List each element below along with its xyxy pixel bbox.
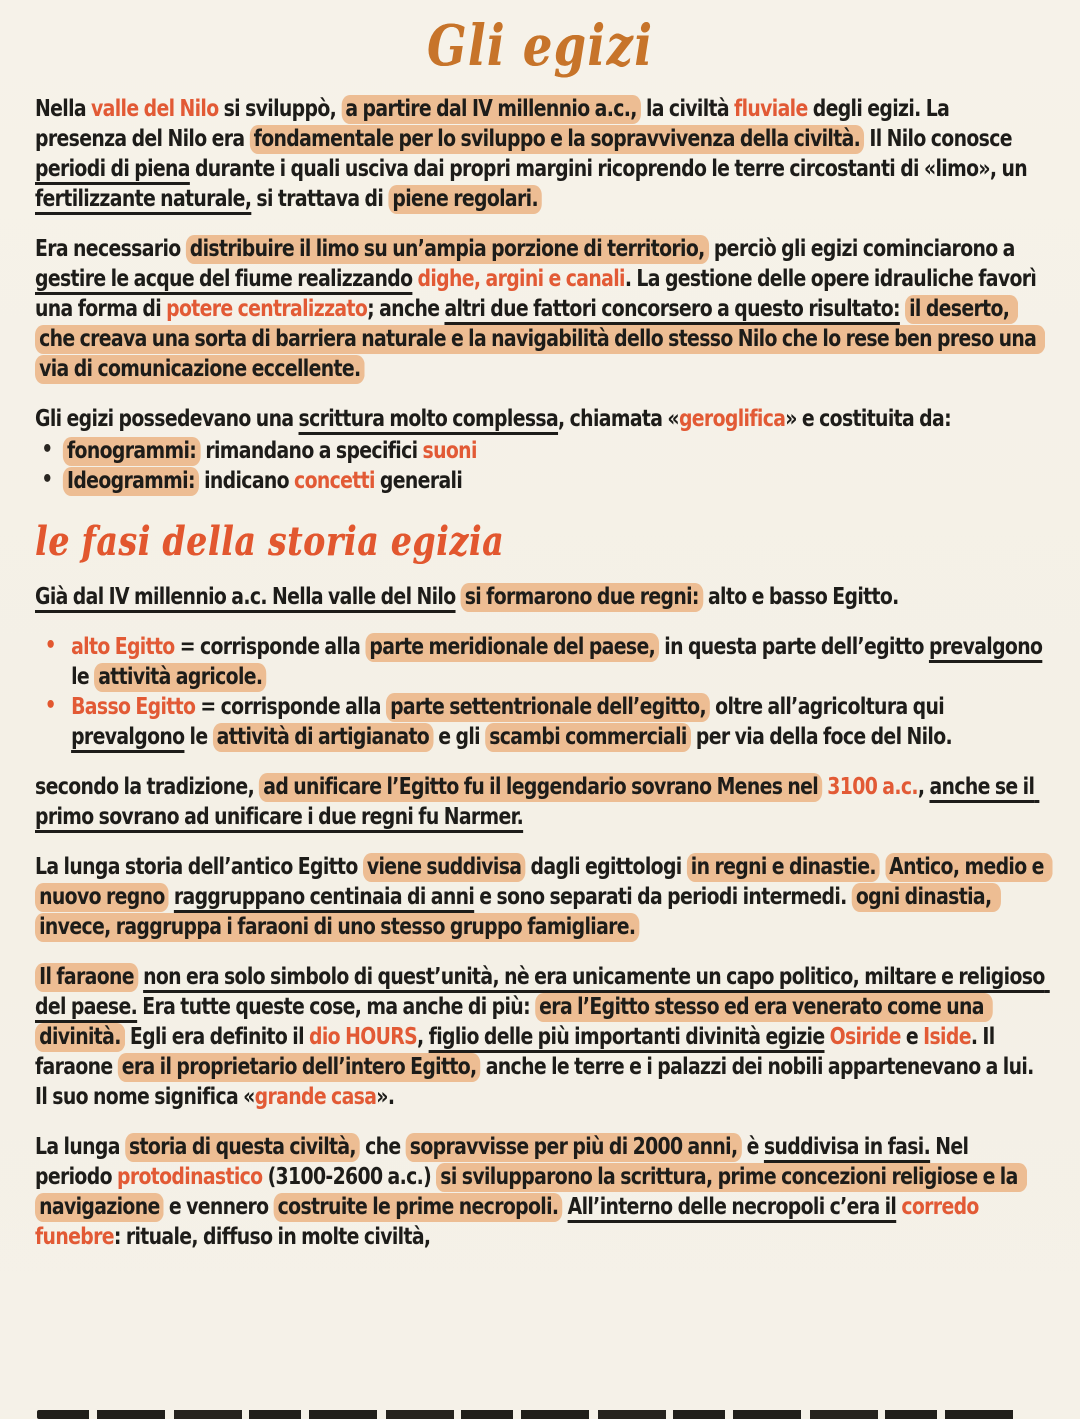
text-run: perciò gli egizi cominciarono a xyxy=(708,236,1020,262)
accent-text: geroglifica xyxy=(678,406,786,432)
text-run: ». xyxy=(376,1084,395,1110)
text-run: per via della foce del Nilo. xyxy=(690,724,953,750)
underlined-text: anche se il primo sovrano ad unificare i due regni fu Narmer. xyxy=(35,774,1040,830)
writing-types-list xyxy=(35,436,1045,496)
highlighted-text: attività agricole. xyxy=(94,663,266,692)
text-run: . Il faraone xyxy=(35,1024,1000,1080)
accent-text: suoni xyxy=(422,438,477,464)
highlighted-text: viene suddivisa xyxy=(363,853,526,882)
text-run: si trattava di xyxy=(251,186,389,212)
text-run: , xyxy=(417,1024,429,1050)
text-run: Era tutte queste cose, ma anche di più: xyxy=(137,994,536,1020)
text-run: le xyxy=(184,724,213,750)
highlighted-text: scambi commerciali xyxy=(485,723,691,752)
highlighted-text: attività di artigianato xyxy=(213,723,434,752)
text-run: ; anche xyxy=(367,296,445,322)
text-run: Il Nilo conosce xyxy=(864,126,1017,152)
paragraph-nile-valley xyxy=(35,94,1045,214)
accent-text: fluviale xyxy=(734,96,808,122)
accent-text: protodinastico xyxy=(116,1164,263,1190)
underlined-text: gestire le acque del fiume realizzando xyxy=(35,266,413,292)
text-run: , chiamata « xyxy=(558,406,679,432)
underlined-text: non era solo simbolo di quest’unità, nè era unicamente un capo politico, miltare e religioso del paese. xyxy=(35,964,1050,1020)
list-item-ideogrammi xyxy=(35,466,1045,496)
highlighted-text: fondamentale per lo sviluppo e la sopravvivenza della civiltà. xyxy=(250,125,865,154)
highlighted-text: a partire dal IV millennio a.c., xyxy=(341,95,641,124)
paragraph-fasi-storia xyxy=(35,1132,1045,1252)
egypt-regions-list xyxy=(35,632,1048,752)
highlighted-text: costruite le prime necropoli. xyxy=(274,1193,563,1222)
highlighted-text: piene regolari. xyxy=(388,185,542,214)
paragraph-unificazione xyxy=(35,772,1045,832)
highlighted-text: si svilupparono la scrittura, prime concezioni religiose e la navigazione xyxy=(35,1163,1027,1222)
underlined-text: scrittura molto complessa xyxy=(298,406,559,432)
highlighted-text: ogni dinastia, invece, raggruppa i faraoni di uno stesso gruppo famigliare. xyxy=(35,883,1001,942)
text-run: è xyxy=(741,1134,764,1160)
underlined-text: raggruppano centinaia di anni xyxy=(173,884,475,910)
page-title: Gli egizi xyxy=(426,13,654,79)
text-run: dagli egittologi xyxy=(525,854,687,880)
text-run: = corrisponde alla xyxy=(195,694,386,720)
underlined-text: All’interno delle necropoli c’era il xyxy=(567,1194,897,1220)
accent-text: Osiride xyxy=(829,1024,901,1050)
text-run: la civiltà xyxy=(640,96,735,122)
highlighted-text: Il faraone xyxy=(35,963,138,992)
text-run: La lunga xyxy=(35,1134,125,1160)
text-run: che xyxy=(360,1134,406,1160)
text-run: = corrisponde alla xyxy=(174,634,366,660)
text-run: indicano xyxy=(198,468,295,494)
accent-text: corredo funebre xyxy=(35,1194,984,1250)
text-run: e vennero xyxy=(163,1194,274,1220)
paragraph-due-regni xyxy=(35,582,1045,612)
accent-text: concetti xyxy=(294,468,375,494)
text-run xyxy=(880,854,885,880)
accent-text: 3100 a.c. xyxy=(827,774,918,800)
section-title-fasi: le fasi della storia egizia xyxy=(35,518,505,565)
highlighted-text: ad unificare l’Egitto fu il leggendario sovrano Menes nel xyxy=(259,773,822,802)
text-run: La lunga storia dell’antico Egitto xyxy=(35,854,363,880)
paragraph-writing-intro xyxy=(35,404,1045,434)
text-run: , xyxy=(917,774,930,800)
accent-text: potere centralizzato xyxy=(166,296,368,322)
highlighted-text: fonogrammi: xyxy=(63,437,200,466)
highlighted-text: in regni e dinastie. xyxy=(687,853,880,882)
underlined-text: fertilizzante naturale, xyxy=(35,186,252,212)
highlighted-text: era l’Egitto stesso ed era venerato come una divinità. xyxy=(35,993,993,1052)
highlighted-text: distribuire il limo su un’ampia porzione di territorio, xyxy=(186,235,709,264)
text-run: e gli xyxy=(433,724,486,750)
accent-text: dio HOURS xyxy=(309,1024,418,1050)
highlighted-text: il deserto, che creava una sorta di barriera naturale e la navigabilità dello stesso Nilo che lo rese ben preso una via di comunicazione eccellente. xyxy=(35,295,1045,384)
notes-sheet xyxy=(35,0,1050,1272)
accent-text: Basso Egitto xyxy=(71,694,196,720)
text-run: Era necessario xyxy=(35,236,186,262)
accent-text: dighe, argini e canali xyxy=(417,266,625,292)
highlighted-text: Ideogrammi: xyxy=(63,467,199,496)
paragraph-regni-dinastie xyxy=(35,852,1049,942)
underlined-text: figlio delle più importanti divinità egizie xyxy=(428,1024,825,1050)
text-run: . La gestione delle opere idrauliche favorì una forma di xyxy=(35,266,1042,322)
text-run: degli egizi. La presenza del Nilo era xyxy=(35,96,955,152)
underlined-text: periodi di piena xyxy=(35,156,190,182)
accent-text: alto Egitto xyxy=(71,634,175,660)
accent-text: valle del Nilo xyxy=(91,96,219,122)
highlighted-text: storia di questa civiltà, xyxy=(125,1133,360,1162)
highlighted-text: era il proprietario dell’intero Egitto, xyxy=(118,1053,481,1082)
highlighted-text: parte settentrionale dell’egitto, xyxy=(386,693,710,722)
paragraph-limo-management xyxy=(35,234,1045,384)
text-run: e xyxy=(900,1024,924,1050)
text-run: anche le terre e i palazzi dei nobili appartenevano a lui. Il suo nome significa « xyxy=(35,1054,1039,1110)
underlined-text: Già dal IV millennio a.c. Nella valle del Nilo xyxy=(35,584,456,610)
text-run: : rituale, diffuso in molte civiltà, xyxy=(113,1224,431,1250)
text-run: Nella xyxy=(35,96,92,122)
paragraph-faraone xyxy=(35,962,1050,1112)
text-run: » e costituita da: xyxy=(785,406,951,432)
text-run: Gli egizi possedevano una xyxy=(35,406,299,432)
underlined-text: prevalgono xyxy=(71,724,185,750)
underlined-text: altri due fattori concorsero a questo risultato: xyxy=(444,296,900,322)
underlined-text: prevalgono xyxy=(928,634,1043,660)
clipped-next-line xyxy=(37,1410,1020,1419)
accent-text: grande casa xyxy=(254,1084,377,1110)
text-run: le xyxy=(71,634,1048,690)
text-run: e sono separati da periodi intermedi. xyxy=(474,884,852,910)
underlined-text: suddivisa in fasi. xyxy=(763,1134,931,1160)
highlighted-text: si formarono due regni: xyxy=(461,583,703,612)
highlighted-text: parte meridionale del paese, xyxy=(365,633,659,662)
text-run: si sviluppò, xyxy=(218,96,342,122)
list-item-fonogrammi xyxy=(35,436,1045,466)
text-run: secondo la tradizione, xyxy=(35,774,260,800)
text-run: generali xyxy=(374,468,463,494)
list-item-alto-egitto xyxy=(35,632,1048,692)
text-run: in questa parte dell’egitto xyxy=(659,634,929,660)
text-run: Nel periodo xyxy=(35,1134,974,1190)
text-run: (3100-2600 a.c.) xyxy=(262,1164,437,1190)
text-run: durante i quali usciva dai propri margini ricoprendo le terre circostanti di «limo», un xyxy=(189,156,1033,182)
accent-text: Iside xyxy=(923,1024,971,1050)
text-run: oltre all’agricoltura qui xyxy=(710,694,950,720)
text-run: alto e basso Egitto. xyxy=(702,584,899,610)
list-item-basso-egitto xyxy=(35,692,1045,752)
text-run: Egli era definito il xyxy=(124,1024,310,1050)
highlighted-text: sopravvisse per più di 2000 anni, xyxy=(406,1133,742,1162)
highlighted-text: Antico, medio e nuovo regno xyxy=(35,853,1053,912)
text-run: rimandano a specifici xyxy=(200,438,423,464)
